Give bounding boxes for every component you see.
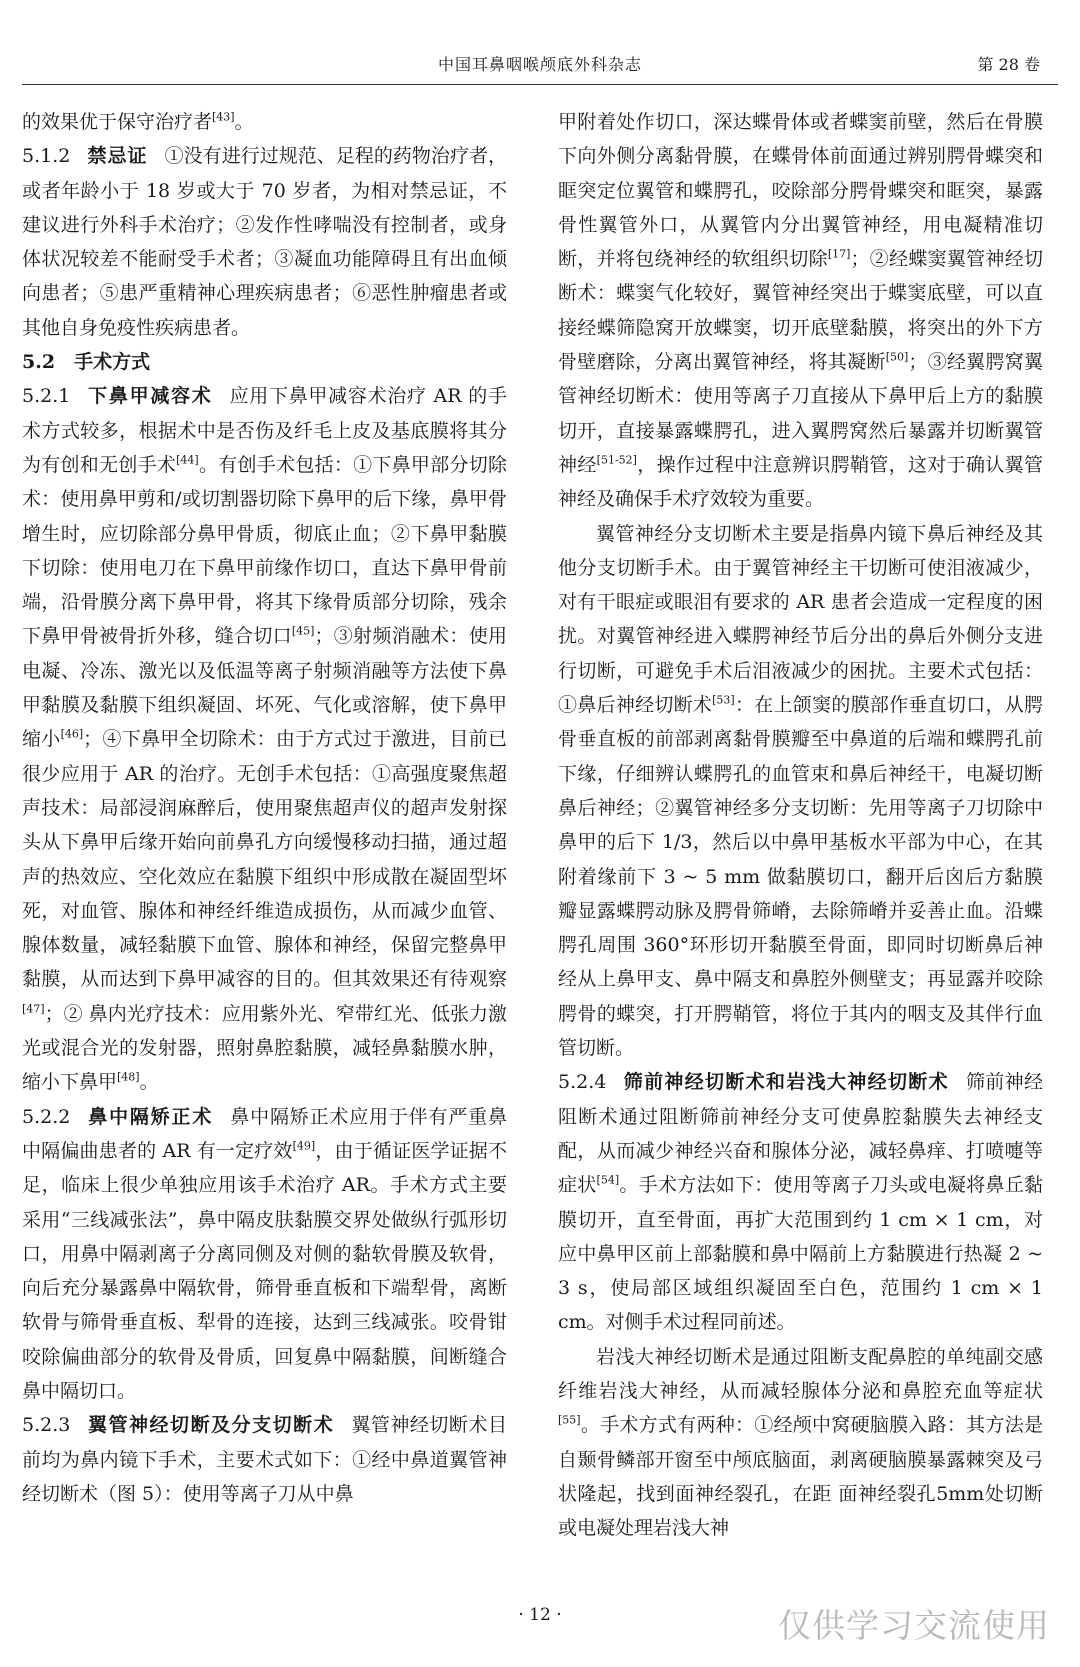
subsection-heading: 鼻中隔矫正术 xyxy=(87,1105,214,1128)
journal-title: 中国耳鼻咽喉颅底外科杂志 xyxy=(437,55,642,74)
citation: [50] xyxy=(885,350,909,364)
watermark: 仅供学习交流使用 xyxy=(778,1606,1050,1645)
subsection-heading: 下鼻甲减容术 xyxy=(87,385,213,408)
citation: [43] xyxy=(212,110,235,124)
text: 翼管神经切断术目前均为鼻内镜下手术，主要术式如下：①经中鼻道翼管神经切断术（图 5）：使用等离子刀从中鼻 xyxy=(22,1414,507,1505)
text: ；③经翼腭窝翼管神经切断术：使用等离子刀直接从下鼻甲后上方的黏膜切开，直接暴露蝶腭孔，进入翼腭窝然后暴露并切断翼管神经 xyxy=(558,351,1043,476)
right-column xyxy=(558,105,1043,1545)
text: 。 xyxy=(234,111,254,133)
paragraph xyxy=(22,105,507,139)
text: 岩浅大神经切断术是通过阻断支配鼻腔的单纯副交感纤维岩浅大神经，从而减轻腺体分泌和鼻腔充血等症状 xyxy=(558,1345,1043,1402)
paragraph xyxy=(558,1340,1043,1545)
text: 筛前神经阻断术通过阻断筛前神经分支可使鼻腔黏膜失去神经支配，从而减少神经兴奋和腺体分泌，减轻鼻痒、打喷嚏等症状 xyxy=(558,1071,1043,1197)
subsection-heading: 翼管神经切断及分支切断术 xyxy=(87,1414,335,1437)
text: ；④下鼻甲全切除术：由于方式过于激进，目前已很少应用于 AR 的治疗。无创手术包括：①高强度聚焦超声技术：局部浸润麻醉后，使用聚焦超声仪的超声发射探头从下鼻甲后缘开始向前鼻孔方向缓慢移动扫描，通过超声的热效应、空化效应在黏膜下组织中形成散在凝固型坏死，对血管、腺体和神经纤维造成损伤，从而减少血管、腺体数量，减轻黏膜下血管、腺体和神经，保留完整鼻甲黏膜，从而达到下鼻甲减容的目的。但其效果还有待观察 xyxy=(22,728,507,991)
citation: [45] xyxy=(291,625,315,639)
text: 。 xyxy=(139,1071,159,1094)
text: 。手术方法如下：使用等离子刀头或电凝将鼻丘黏膜切开，直至骨面，再扩大范围到约 1 cm × 1 cm，对应中鼻甲区前上部黏膜和鼻中隔前上方黏膜进行热凝 2 ~ 3 s，使局部区域组织凝固至白色，范围约 1 cm × 1 cm。对侧手术过程同前述。 xyxy=(558,1174,1043,1334)
section-title: 手术方式 xyxy=(74,351,151,374)
subsection-contraindications xyxy=(22,139,507,345)
text: 鼻中隔矫正术应用于伴有严重鼻中隔偏曲患者的 AR 有一定疗效 xyxy=(22,1105,507,1162)
text: ，由于循证医学证据不足，临床上很少单独应用该手术治疗 AR。手术方式主要采用“三线减张法”，鼻中隔皮肤黏膜交界处做纵行弧形切口，用鼻中隔剥离子分离同侧及对侧的黏软骨膜及软骨，向后充分暴露鼻中隔软骨，筛骨垂直板和下端犁骨，离断软骨与筛骨垂直板、犁骨的连接，达到三线减张。咬骨钳咬除偏曲部分的软骨及骨质，回复鼻中隔黏膜，间断缝合鼻中隔切口。 xyxy=(22,1139,507,1402)
text: ；②经蝶窦翼管神经切断术：蝶窦气化较好，翼管神经突出于蝶窦底壁，可以直接经蝶筛隐窝开放蝶窦，切开底壁黏膜，将突出的外下方骨壁磨除，分离出翼管神经，将其凝断 xyxy=(558,248,1043,374)
section-number: 5.2 xyxy=(22,351,56,374)
text: ：在上颌窦的膜部作垂直切口，从腭骨垂直板的前部剥离黏骨膜瓣至中鼻道的后端和蝶腭孔前下缘，仔细辨认蝶腭孔的血管束和鼻后神经干，电凝切断鼻后神经；②翼管神经多分支切断：先用等离子刀切除中鼻甲的后下 1/3，然后以中鼻甲基板水平部为中心，在其附着缘前下 3 ~ 5 mm 做黏膜切口，翻开后囟后方黏膜瓣显露蝶腭动脉及腭骨筛嵴，去除筛嵴并妥善止血。沿蝶腭孔周围 360°环形切开黏膜至骨面，即同时切断鼻后神经从上鼻甲支、鼻中隔支和鼻腔外侧壁支；再显露并咬除腭骨的蝶突，打开腭鞘管，将位于其内的咽支及其伴行血管切断。 xyxy=(558,694,1043,1060)
subsection-number: 5.2.4 xyxy=(558,1071,607,1094)
text: 翼管神经分支切断术主要是指鼻内镜下鼻后神经及其他分支切断手术。由于翼管神经主干切断可使泪液减少，对有干眼症或眼泪有要求的 AR 患者会造成一定程度的困扰。对翼管神经进入蝶腭神经节后分出的鼻后外侧分支进行切断，可避免手术后泪液减少的困扰。主要术式包括：①鼻后神经切断术 xyxy=(558,522,1043,717)
citation: [49] xyxy=(292,1139,316,1153)
text: 应用下鼻甲减容术治疗 AR 的手术方式较多，根据术中是否伤及纤毛上皮及基底膜将其分为有创和无创手术 xyxy=(22,385,507,476)
text: ；② 鼻内光疗技术：应用紫外光、窄带红光、低张力激光或混合光的发射器，照射鼻腔黏膜，减轻鼻黏膜水肿，缩小下鼻甲 xyxy=(22,1002,507,1094)
page-header xyxy=(0,0,1080,85)
subsection-number: 5.1.2 xyxy=(22,145,71,168)
subsection-number: 5.2.1 xyxy=(22,385,71,408)
citation: [47] xyxy=(22,1002,45,1016)
subsection-heading: 筛前神经切断术和岩浅大神经切断术 xyxy=(623,1071,949,1094)
subsection-vidian-neurectomy xyxy=(22,1408,507,1511)
citation: [51-52] xyxy=(596,453,637,467)
text: 。有创手术包括：①下鼻甲部分切除术：使用鼻甲剪和/或切割器切除下鼻甲的后下缘，鼻甲骨增生时，应切除部分鼻甲骨质，彻底止血；②下鼻甲黏膜下切除：使用电刀在下鼻甲前缘作切口，直达下鼻甲骨前端，沿骨膜分离下鼻甲骨，将其下缘骨质部分切除，残余下鼻甲骨被骨折外移，缝合切口 xyxy=(22,453,507,648)
header-rule xyxy=(22,84,1058,85)
paragraph xyxy=(558,105,1043,517)
subsection-text: ①没有进行过规范、足程的药物治疗者，或者年龄小于 18 岁或大于 70 岁者，为相对禁忌证，不建议进行外科手术治疗；②发作性哮喘没有控制者，或身体状况较差不能耐受手术者；③凝血功能障碍且有出血倾向患者；⑤患严重精神心理疾病患者；⑥恶性肿瘤患者或其他自身免疫性疾病患者。 xyxy=(22,145,507,339)
citation: [46] xyxy=(60,728,84,742)
subsection-number: 5.2.3 xyxy=(22,1414,71,1437)
text: 。手术方式有两种：①经颅中窝硬脑膜入路：其方法是自颞骨鳞部开窗至中颅底脑面，剥离硬脑膜暴露棘突及弓状隆起，找到面神经裂孔，在距 面神经裂孔5mm处切断或电凝处理岩浅大神 xyxy=(558,1414,1043,1540)
citation: [44] xyxy=(176,453,199,467)
text: ，操作过程中注意辨识腭鞘管，这对于确认翼管神经及确保手术疗效较为重要。 xyxy=(558,453,1043,511)
left-column xyxy=(22,105,507,1545)
section-heading xyxy=(22,345,507,379)
page-number: · 12 · xyxy=(518,1605,562,1625)
citation: [54] xyxy=(596,1173,620,1187)
subsection-heading: 禁忌证 xyxy=(87,145,148,168)
text: 甲附着处作切口，深达蝶骨体或者蝶窦前壁，然后在骨膜下向外侧分离黏骨膜，在蝶骨体前面通过辨别腭骨蝶突和眶突定位翼管和蝶腭孔，咬除部分腭骨蝶突和眶突，暴露骨性翼管外口，从翼管内分出翼管神经，用电凝精准切断，并将包绕神经的软组织切除 xyxy=(558,111,1043,271)
citation: [53] xyxy=(712,693,735,707)
text: 的效果优于保守治疗者 xyxy=(22,111,213,133)
text: ；③射频消融术：使用电凝、冷冻、激光以及低温等离子射频消融等方法使下鼻甲黏膜及黏膜下组织凝固、坏死、气化或溶解，使下鼻甲缩小 xyxy=(22,625,507,751)
citation: [55] xyxy=(558,1413,581,1427)
subsection-turbinate-reduction xyxy=(22,379,507,1099)
volume-label: 第 28 卷 xyxy=(977,55,1040,74)
subsection-number: 5.2.2 xyxy=(22,1105,71,1128)
paragraph xyxy=(558,517,1043,1066)
citation: [48] xyxy=(117,1070,140,1084)
subsection-ethmoid-petrosal xyxy=(558,1065,1043,1339)
subsection-septoplasty xyxy=(22,1100,507,1409)
citation: [17] xyxy=(827,247,851,261)
